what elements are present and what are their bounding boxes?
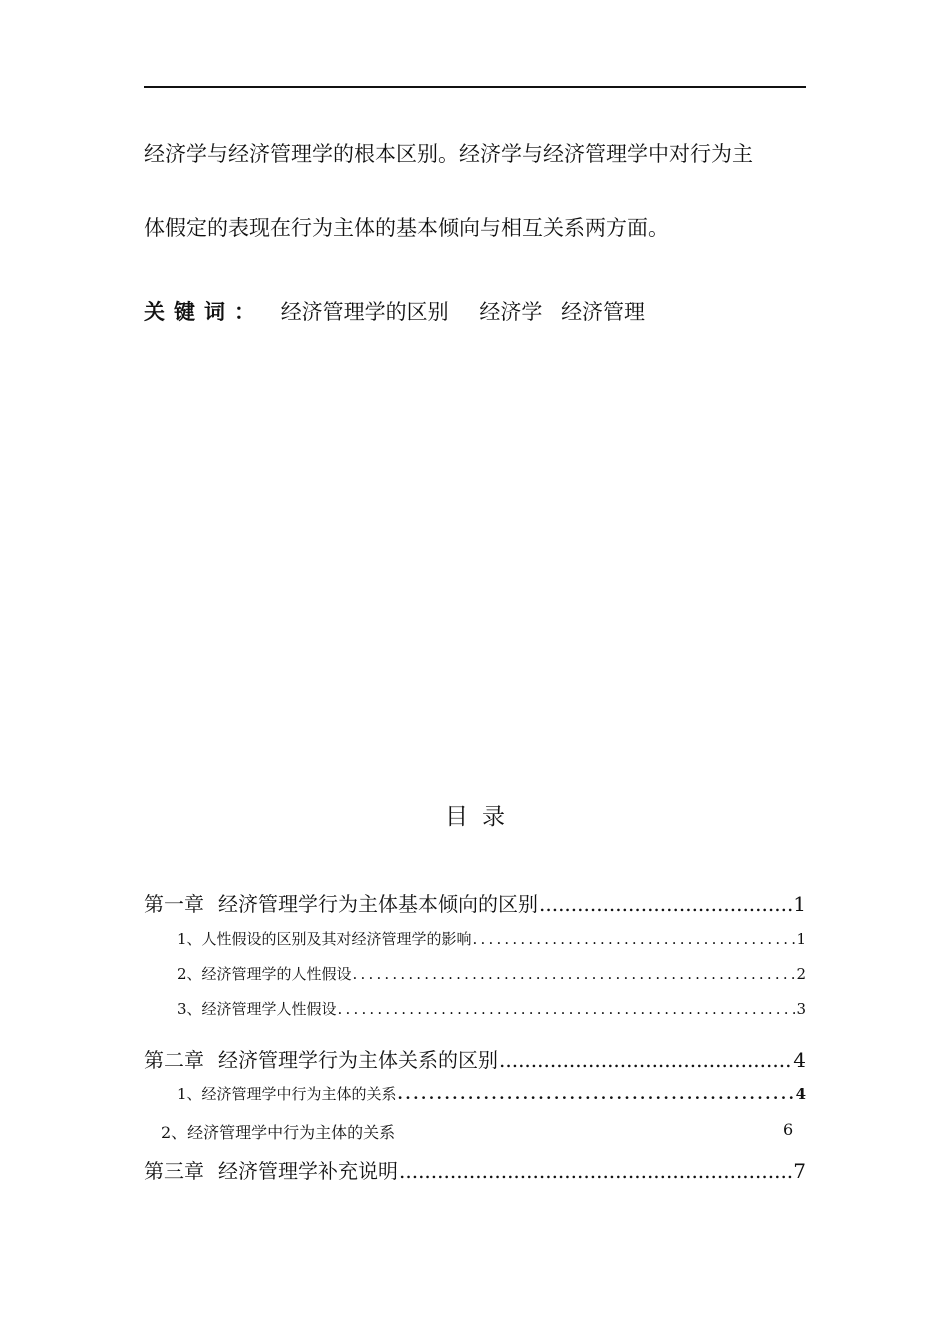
toc-entry-text xyxy=(144,1155,398,1184)
keyword-item: 经济管理 xyxy=(561,300,646,324)
toc-entry-text: 3、经济管理学人性假设 xyxy=(177,1000,337,1018)
keywords-row xyxy=(144,296,645,326)
dot-leader xyxy=(353,965,796,983)
toc-entry-text: 1、人性假设的区别及其对经济管理学的影响 xyxy=(177,930,472,948)
header-rule xyxy=(144,86,806,88)
toc-entry-text: 1、经济管理学中行为主体的关系 xyxy=(177,1085,397,1103)
dot-leader xyxy=(473,930,796,948)
keyword-item: 经济管理学的区别 xyxy=(280,300,449,324)
toc-entry-text xyxy=(144,888,538,917)
toc-page-number: 3 xyxy=(796,1000,806,1018)
chapter-number: 第二章 xyxy=(144,1048,204,1072)
toc-section[interactable] xyxy=(177,963,806,984)
dot-leader xyxy=(499,1048,792,1072)
toc-chapter-2[interactable] xyxy=(144,1044,806,1073)
toc-entry-text xyxy=(144,1044,498,1073)
chapter-title: 经济管理学行为主体关系的区别 xyxy=(218,1048,498,1072)
toc-section[interactable] xyxy=(177,928,806,949)
dot-leader xyxy=(399,1159,792,1183)
toc-page-number: 4 xyxy=(793,1048,806,1072)
toc-section-unformatted[interactable]: 2、经济管理学中行为主体的关系 xyxy=(161,1123,396,1142)
toc-page-number: 6 xyxy=(783,1120,794,1139)
toc-entry-text: 2、经济管理学的人性假设 xyxy=(177,965,352,983)
keywords-label: 关键词： xyxy=(144,300,264,324)
chapter-number: 第三章 xyxy=(144,1159,204,1183)
chapter-title: 经济管理学补充说明 xyxy=(218,1159,398,1183)
toc-section[interactable] xyxy=(177,998,806,1019)
chapter-number: 第一章 xyxy=(144,892,204,916)
dot-leader xyxy=(338,1000,796,1018)
chapter-title: 经济管理学行为主体基本倾向的区别 xyxy=(218,892,538,916)
toc-page-number: 4 xyxy=(795,1085,806,1103)
toc-chapter-3[interactable] xyxy=(144,1155,806,1184)
toc-chapter-1[interactable] xyxy=(144,888,806,917)
abstract-line-1: 经济学与经济管理学的根本区别。经济学与经济管理学中对行为主 xyxy=(144,142,753,166)
dot-leader xyxy=(539,892,792,916)
toc-section[interactable] xyxy=(177,1083,806,1104)
dot-leader xyxy=(398,1085,795,1103)
toc-page-number: 1 xyxy=(793,892,806,916)
toc-page-number: 2 xyxy=(796,965,806,983)
toc-page-number: 1 xyxy=(796,930,806,948)
toc-title: 目录 xyxy=(445,804,519,830)
keyword-item: 经济学 xyxy=(479,300,543,324)
abstract-line-2: 体假定的表现在行为主体的基本倾向与相互关系两方面。 xyxy=(144,216,669,240)
toc-page-number: 7 xyxy=(793,1159,806,1183)
